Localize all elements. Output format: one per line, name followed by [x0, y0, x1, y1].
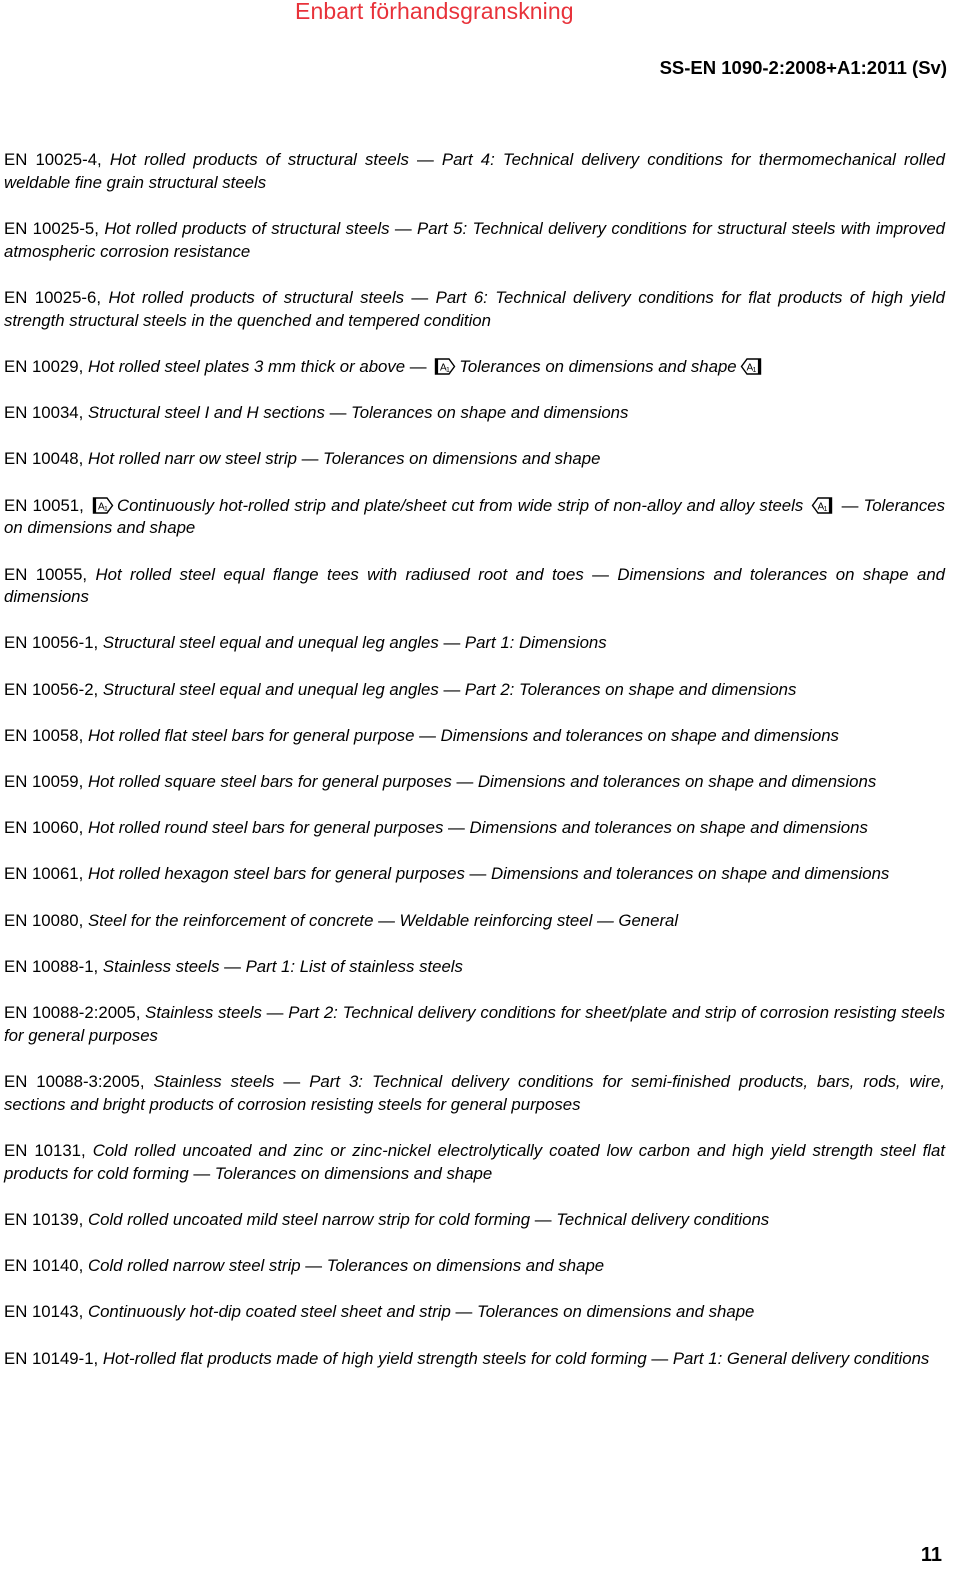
reference-item	[4, 679, 945, 702]
reference-title: Hot rolled products of structural steels	[104, 218, 390, 238]
dash: —	[450, 1302, 477, 1322]
svg-text:1: 1	[446, 366, 451, 374]
reference-item	[4, 356, 945, 379]
reference-number: EN 10131,	[4, 1140, 86, 1160]
reference-part: Tolerances on shape and dimensions	[351, 403, 629, 423]
svg-text:A: A	[817, 501, 825, 513]
reference-number: EN 10059,	[4, 772, 84, 792]
amendment-end-icon	[740, 358, 762, 375]
dash: —	[296, 449, 324, 469]
reference-item	[4, 402, 945, 425]
reference-title: Stainless steels	[145, 1002, 262, 1022]
reference-title: Hot rolled products of structural steels	[109, 150, 409, 169]
dash: —	[405, 356, 432, 376]
reference-title: Structural steel equal and unequal leg angles	[102, 679, 439, 699]
reference-title: Hot rolled steel equal flange tees with radiused root and toes	[95, 564, 584, 584]
reference-number: EN 10051,	[4, 495, 84, 515]
reference-number: EN 10143,	[4, 1302, 84, 1322]
reference-part: Tolerances on dimensions and shape	[476, 1302, 755, 1322]
reference-item	[4, 1348, 945, 1371]
reference-part: Part 5: Technical delivery conditions for structural steels with improved atmospheric corrosion resistance	[4, 218, 946, 261]
reference-title: Structural steel equal and unequal leg angles	[102, 633, 439, 653]
reference-part: Weldable reinforcing steel — General	[399, 910, 679, 930]
reference-title: Cold rolled uncoated mild steel narrow strip for cold forming	[87, 1209, 531, 1229]
reference-title: Continuously hot-dip coated steel sheet and strip	[87, 1302, 451, 1322]
reference-part: Dimensions and tolerances on shape and dimensions	[477, 772, 877, 792]
reference-part: Part 2: Technical delivery conditions for sheet/plate and strip of corrosion resisting steels for general purposes	[4, 1002, 945, 1045]
dash: —	[408, 150, 442, 169]
reference-number: EN 10149-1,	[4, 1348, 99, 1368]
reference-item	[4, 1255, 945, 1278]
reference-title: Hot rolled round steel bars for general purposes	[87, 818, 444, 838]
dash: —	[530, 1209, 557, 1229]
reference-number: EN 10088-2:2005,	[4, 1002, 141, 1022]
reference-title: Hot rolled products of structural steels	[108, 287, 404, 307]
reference-part: Tolerances on dimensions and shape	[459, 356, 737, 376]
dash: —	[403, 287, 436, 307]
reference-number: EN 10048,	[4, 449, 84, 469]
reference-part: Tolerances on dimensions and shape	[323, 449, 601, 469]
reference-part: Dimensions and tolerances on shape and dimensions	[490, 864, 890, 884]
reference-part: Tolerances on dimensions and shape	[4, 495, 945, 538]
reference-title: Continuously hot-rolled strip and plate/sheet cut from wide strip of non-alloy and alloy steels	[116, 495, 804, 515]
reference-title: Cold rolled narrow steel strip	[87, 1256, 301, 1276]
reference-item	[4, 495, 945, 541]
reference-item	[4, 771, 945, 794]
reference-number: EN 10034,	[4, 403, 84, 423]
amendment-start-icon	[434, 358, 456, 375]
reference-part: Part 3: Technical delivery conditions for semi-finished products, bars, rods, wire, sections and bright products of corrosion resisting steels for general purposes	[4, 1071, 945, 1114]
reference-item	[4, 863, 945, 886]
dash: —	[438, 633, 465, 653]
reference-part: Dimensions and tolerances on shape and dimensions	[440, 725, 839, 745]
reference-part: Part 1: General delivery conditions	[672, 1348, 930, 1368]
dash: —	[300, 1256, 327, 1276]
dash: —	[188, 1163, 215, 1183]
dash: —	[438, 679, 465, 699]
reference-part: Tolerances on dimensions and shape	[214, 1163, 493, 1183]
dash: —	[373, 910, 400, 930]
reference-number: EN 10080,	[4, 910, 84, 930]
amendment-start-icon	[92, 497, 114, 514]
reference-title: Stainless steels	[102, 956, 220, 976]
reference-title: Hot rolled hexagon steel bars for general purposes	[87, 864, 465, 884]
reference-part: Part 1: List of stainless steels	[245, 956, 463, 976]
reference-title: Hot rolled square steel bars for general purposes	[87, 772, 452, 792]
reference-item	[4, 218, 945, 264]
svg-text:1: 1	[103, 505, 108, 513]
page-number: 11	[920, 1544, 942, 1566]
reference-number: EN 10058,	[4, 725, 84, 745]
svg-text:A: A	[97, 501, 105, 513]
reference-item	[4, 632, 945, 655]
reference-item	[4, 287, 945, 333]
reference-title: Cold rolled uncoated and zinc or zinc-nickel electrolytically coated low carbon and high yield strength steel flat products for cold forming	[4, 1140, 945, 1183]
dash: —	[451, 772, 478, 792]
reference-title: Hot-rolled flat products made of high yield strength steels for cold forming	[102, 1348, 647, 1368]
dash: —	[274, 1071, 310, 1091]
reference-part: Part 2: Tolerances on shape and dimensions	[464, 679, 797, 699]
standard-identifier: SS-EN 1090-2:2008+A1:2011 (Sv)	[659, 57, 947, 78]
reference-number: EN 10060,	[4, 818, 84, 838]
reference-title: Stainless steels	[153, 1071, 275, 1091]
svg-text:A: A	[746, 362, 753, 374]
reference-item	[4, 1071, 945, 1117]
reference-item	[4, 1209, 945, 1232]
reference-part: Technical delivery conditions	[556, 1209, 770, 1229]
reference-part: Dimensions and tolerances on shape and dimensions	[469, 818, 868, 838]
reference-number: EN 10140,	[4, 1256, 84, 1276]
reference-item	[4, 149, 945, 195]
reference-number: EN 10139,	[4, 1209, 84, 1229]
reference-part: Part 4: Technical delivery conditions for thermomechanical rolled weldable fine grain structural steels	[4, 150, 945, 192]
dash: —	[261, 1002, 289, 1022]
reference-number: EN 10025-6,	[4, 287, 101, 307]
reference-part: Part 6: Technical delivery conditions for flat products of high yield strength structural steels in the quenched and tempered condition	[4, 287, 945, 330]
reference-title: Structural steel I and H sections	[87, 403, 325, 423]
reference-title: Hot rolled steel plates 3 mm thick or above	[87, 356, 406, 376]
dash: —	[443, 818, 470, 838]
reference-number: EN 10088-1,	[4, 956, 99, 976]
reference-part: Part 1: Dimensions	[464, 633, 607, 653]
dash: —	[389, 218, 418, 238]
reference-number: EN 10056-1,	[4, 633, 99, 653]
reference-number: EN 10088-3:2005,	[4, 1071, 145, 1091]
reference-item	[4, 910, 945, 933]
reference-item	[4, 564, 945, 610]
reference-item	[4, 1140, 945, 1186]
dash: —	[583, 564, 618, 584]
reference-number: EN 10056-2,	[4, 679, 99, 699]
reference-item	[4, 1002, 945, 1048]
reference-part: Dimensions and tolerances on shape and dimensions	[4, 564, 945, 607]
reference-number: EN 10025-5,	[4, 218, 99, 238]
reference-title: Steel for the reinforcement of concrete	[87, 910, 374, 930]
svg-text:1: 1	[752, 366, 757, 374]
reference-title: Hot rolled flat steel bars for general purpose	[87, 725, 415, 745]
reference-number: EN 10061,	[4, 864, 84, 884]
reference-part: Tolerances on dimensions and shape	[326, 1256, 605, 1276]
reference-item	[4, 817, 945, 840]
normative-references-list	[4, 149, 945, 1394]
reference-item	[4, 448, 945, 471]
svg-text:1: 1	[823, 505, 828, 513]
svg-text:A: A	[440, 362, 447, 374]
dash: —	[646, 1348, 673, 1368]
amendment-end-icon	[811, 497, 833, 514]
dash: —	[464, 864, 491, 884]
reference-number: EN 10025-4,	[4, 150, 102, 169]
preview-watermark: Enbart förhandsgranskning	[295, 0, 574, 24]
dash: —	[219, 956, 246, 976]
dash: —	[414, 725, 441, 745]
reference-number: EN 10029,	[4, 356, 84, 376]
reference-item	[4, 725, 945, 748]
reference-item	[4, 956, 945, 979]
reference-item	[4, 1301, 945, 1324]
reference-number: EN 10055,	[4, 564, 88, 584]
dash: —	[836, 495, 864, 515]
dash: —	[324, 403, 352, 423]
reference-title: Hot rolled narr ow steel strip	[87, 449, 297, 469]
